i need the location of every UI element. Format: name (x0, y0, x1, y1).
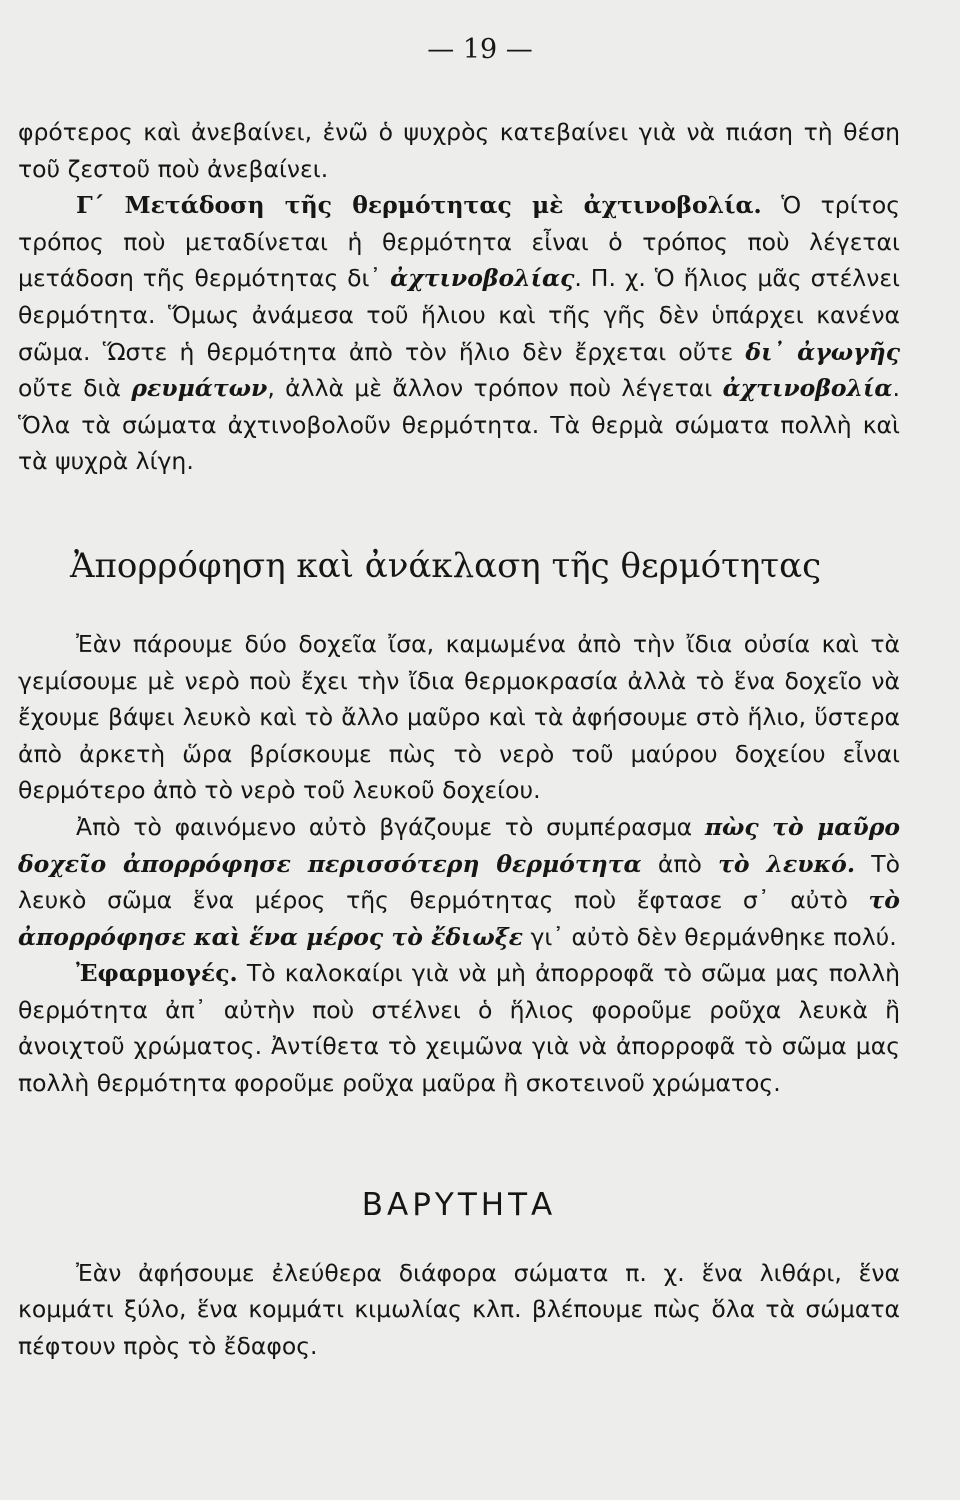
section-absorption (18, 626, 900, 1102)
emphasis-term: τὸ ἀπορρόφησε καὶ ἕνα μέρος τὸ ἔδιωξε (18, 886, 900, 951)
text-span: οὔτε διὰ (18, 374, 132, 403)
section-heading-absorption: Ἀπορρόφηση καὶ ἀνάκλαση τῆς θερμότητας (70, 545, 822, 586)
text-span: , ἀλλὰ μὲ ἄλλον τρόπον ποὺ λέγεται (267, 374, 723, 403)
subsection-label-applications: Ἐφαρμογές. (76, 959, 238, 988)
text-span: . Π. χ. Ὁ ἥλιος μᾶς στέλνει θερμότητα. Ὅμως ἀνάμεσα τοῦ ἥλιου καὶ τῆς γῆς δὲν ὑπάρχει κανένα σῶμα. Ὥστε ἡ θερμότητα ἀπὸ τὸν ἥλιο δὲν ἔρχεται οὔτε (18, 264, 901, 366)
text-span: Ἀπὸ τὸ φαινόμενο αὐτὸ βγάζουμε τὸ συμπέρασμα (76, 812, 705, 841)
paragraph-gravity: Ἐὰν ἀφήσουμε ἐλεύθερα διάφορα σώματα π. χ. ἕνα λιθάρι, ἕνα κομμάτι ξύλο, ἕνα κομμάτι κιμωλίας κλπ. βλέπουμε πὼς ὅλα τὰ σώματα πέφτουν πρὸς τὸ ἔδαφος. (18, 1258, 900, 1360)
text-span: Τὸ καλοκαίρι γιὰ νὰ μὴ ἀπορροφᾶ τὸ σῶμα μας πολλὴ θερμότητα ἀπ᾽ αὐτὴν ποὺ στέλνει ὁ ἥλιος φοροῦμε ροῦχα λευκὰ ἢ ἀνοιχτοῦ χρώματος. Ἀντίθετα τὸ χειμῶνα γιὰ νὰ ἀπορροφᾶ τὸ σῶμα μας πολλὴ θερμότητα φοροῦμε ροῦχα μαῦρα ἢ σκοτεινοῦ χρώματος. (18, 959, 900, 1098)
text-span: . Ὅλα τὰ σώματα ἀχτινοβολοῦν θερμότητα. Τὰ θερμὰ σώματα πολλὴ καὶ τὰ ψυχρὰ λίγη. (18, 374, 900, 476)
emphasis-term: ρευμάτων (131, 374, 268, 403)
emphasis-term: ἀχτινοβολία (722, 374, 893, 403)
subsection-label-radiation: Γ΄ Μετάδοση τῆς θερμότητας μὲ ἀχτινοβολία. (76, 191, 762, 220)
section-heat-radiation (18, 114, 900, 480)
text-span: ἀπὸ (641, 849, 719, 878)
page-number: — 19 — (427, 34, 533, 65)
emphasis-term: πὼς τὸ μαῦρο δοχεῖο ἀπορρόφησε περισσότερη θερμότητα (18, 812, 900, 878)
text-span: Τὸ λευκὸ σῶμα ἕνα μέρος τῆς θερμότητας ποὺ ἔφτασε σ᾽ αὐτὸ (18, 849, 900, 915)
emphasis-term: δι᾽ ἀγωγῆς (745, 337, 901, 366)
text-span: γι᾽ αὐτὸ δὲν θερμάνθηκε πολύ. (523, 922, 897, 951)
paragraph-continuation: φρότερος καὶ ἀνεβαίνει, ἐνῶ ὁ ψυχρὸς κατεβαίνει γιὰ νὰ πιάση τὴ θέση τοῦ ζεστοῦ ποὺ ἀνεβαίνει. (18, 118, 900, 183)
section-heading-gravity: ΒΑΡΥΤΗΤΑ (361, 1186, 557, 1223)
emphasis-term: ἀχτινοβολίας (390, 264, 575, 293)
emphasis-term: τὸ λευκό. (718, 849, 856, 878)
text-span: Ὁ τρίτος τρόπος ποὺ μεταδίνεται ἡ θερμότητα εἶναι ὁ τρόπος ποὺ λέγεται μετάδοση τῆς θερμότητας δι᾽ (18, 191, 900, 293)
paragraph-experiment: Ἐὰν πάρουμε δύο δοχεῖα ἴσα, καμωμένα ἀπὸ τὴν ἴδια οὐσία καὶ τὰ γεμίσουμε μὲ νερὸ ποὺ ἔχει τὴν ἴδια θερμοκρασία ἀλλὰ τὸ ἕνα δοχεῖο νὰ ἔχουμε βάψει λευκὸ καὶ τὸ ἄλλο μαῦρο καὶ τὰ ἀφήσουμε στὸ ἥλιο, ὕστερα ἀπὸ ἀρκετὴ ὥρα βρίσκουμε πὼς τὸ νερὸ τοῦ μαύρου δοχείου εἶναι θερμότερο ἀπὸ τὸ νερὸ τοῦ λευκοῦ δοχείου. (18, 629, 900, 805)
paragraph-conclusion (18, 809, 900, 955)
paragraph-radiation (18, 187, 900, 480)
paragraph-applications (18, 955, 900, 1101)
